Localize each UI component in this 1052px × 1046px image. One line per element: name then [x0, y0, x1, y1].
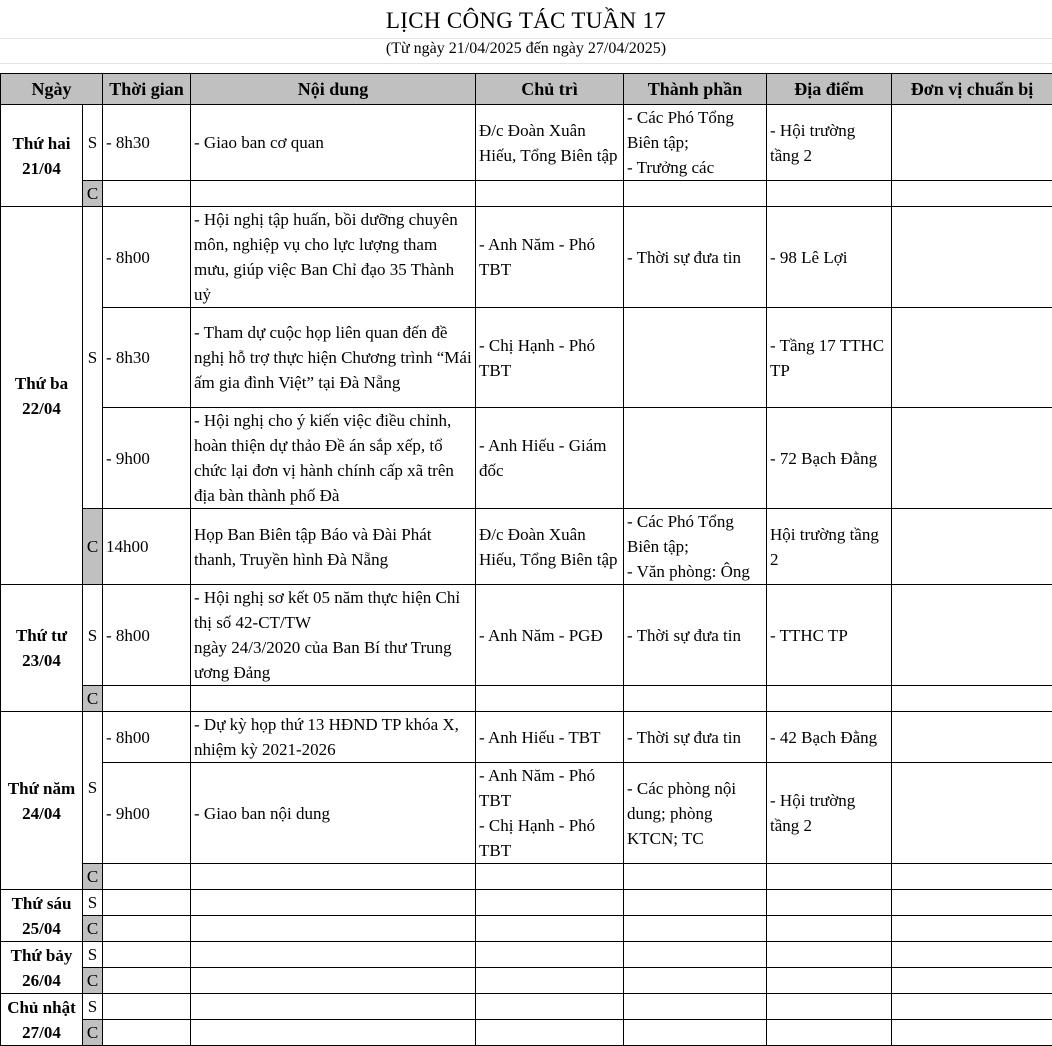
chair-cell: - Anh Năm - Phó TBT - Chị Hạnh - Phó TBT: [476, 763, 624, 864]
location-cell: [767, 181, 892, 207]
col-header-chair: Chủ trì: [476, 74, 624, 105]
time-cell: [103, 1020, 191, 1046]
time-cell: [103, 890, 191, 916]
location-cell: [767, 890, 892, 916]
content-cell: - Tham dự cuộc họp liên quan đến đề nghị hỗ trợ thực hiện Chương trình “Mái ấm gia đình Việt” tại Đà Nẵng: [191, 308, 476, 408]
unit-cell: [892, 509, 1052, 585]
chair-cell: [476, 1020, 624, 1046]
unit-cell: [892, 942, 1052, 968]
time-cell: [103, 968, 191, 994]
participants-cell: [624, 1020, 767, 1046]
location-cell: [767, 916, 892, 942]
table-row: [1, 585, 1052, 686]
table-row: [1, 968, 1052, 994]
participants-cell: - Các Phó Tổng Biên tập; - Trưởng các: [624, 105, 767, 181]
session-afternoon: C: [83, 509, 103, 585]
chair-cell: Đ/c Đoàn Xuân Hiếu, Tổng Biên tập: [476, 509, 624, 585]
session-afternoon: C: [83, 968, 103, 994]
unit-cell: [892, 763, 1052, 864]
page-title: LỊCH CÔNG TÁC TUẦN 17: [0, 8, 1052, 34]
unit-cell: [892, 864, 1052, 890]
time-cell: - 8h00: [103, 585, 191, 686]
col-header-content: Nội dung: [191, 74, 476, 105]
location-cell: - Hội trường tầng 2: [767, 763, 892, 864]
participants-cell: [624, 308, 767, 408]
unit-cell: [892, 712, 1052, 763]
session-morning: S: [83, 105, 103, 181]
table-row: [1, 994, 1052, 1020]
day-cell: Thứ năm 24/04: [1, 712, 83, 890]
time-cell: 14h00: [103, 509, 191, 585]
chair-cell: - Anh Hiếu - TBT: [476, 712, 624, 763]
sheet-gridline: [0, 38, 1052, 39]
day-cell: Chủ nhật 27/04: [1, 994, 83, 1046]
table-row: [1, 105, 1052, 181]
content-cell: [191, 864, 476, 890]
chair-cell: [476, 890, 624, 916]
participants-cell: [624, 890, 767, 916]
time-cell: - 9h00: [103, 763, 191, 864]
location-cell: - Hội trường tầng 2: [767, 105, 892, 181]
unit-cell: [892, 105, 1052, 181]
unit-cell: [892, 686, 1052, 712]
chair-cell: [476, 994, 624, 1020]
session-morning: S: [83, 712, 103, 864]
page-subtitle: (Từ ngày 21/04/2025 đến ngày 27/04/2025): [0, 40, 1052, 58]
unit-cell: [892, 181, 1052, 207]
day-cell: Thứ tư 23/04: [1, 585, 83, 712]
table-row: [1, 1020, 1052, 1046]
session-morning: S: [83, 942, 103, 968]
location-cell: - 42 Bạch Đằng: [767, 712, 892, 763]
header-row: [1, 74, 1052, 105]
chair-cell: Đ/c Đoàn Xuân Hiếu, Tổng Biên tập: [476, 105, 624, 181]
location-cell: - Tầng 17 TTHC TP: [767, 308, 892, 408]
time-cell: - 9h00: [103, 408, 191, 509]
location-cell: [767, 994, 892, 1020]
participants-cell: - Các phòng nội dung; phòng KTCN; TC: [624, 763, 767, 864]
content-cell: [191, 916, 476, 942]
chair-cell: [476, 864, 624, 890]
time-cell: - 8h30: [103, 308, 191, 408]
table-row: [1, 763, 1052, 864]
session-afternoon: C: [83, 686, 103, 712]
participants-cell: [624, 408, 767, 509]
location-cell: [767, 864, 892, 890]
table-row: [1, 181, 1052, 207]
content-cell: [191, 1020, 476, 1046]
content-cell: [191, 968, 476, 994]
time-cell: [103, 181, 191, 207]
session-afternoon: C: [83, 916, 103, 942]
content-cell: - Dự kỳ họp thứ 13 HĐND TP khóa X, nhiệm kỳ 2021-2026: [191, 712, 476, 763]
content-cell: - Hội nghị tập huấn, bồi dưỡng chuyên môn, nghiệp vụ cho lực lượng tham mưu, giúp việc Ban Chỉ đạo 35 Thành uỷ: [191, 207, 476, 308]
col-header-day: Ngày: [1, 74, 103, 105]
time-cell: [103, 864, 191, 890]
content-cell: Họp Ban Biên tập Báo và Đài Phát thanh, Truyền hình Đà Nẵng: [191, 509, 476, 585]
session-morning: S: [83, 890, 103, 916]
unit-cell: [892, 1020, 1052, 1046]
participants-cell: [624, 942, 767, 968]
session-morning: S: [83, 207, 103, 509]
chair-cell: [476, 942, 624, 968]
time-cell: - 8h30: [103, 105, 191, 181]
chair-cell: - Anh Năm - Phó TBT: [476, 207, 624, 308]
table-row: [1, 308, 1052, 408]
location-cell: - TTHC TP: [767, 585, 892, 686]
table-row: [1, 916, 1052, 942]
participants-cell: [624, 916, 767, 942]
content-cell: [191, 942, 476, 968]
chair-cell: [476, 968, 624, 994]
table-row: [1, 686, 1052, 712]
table-row: [1, 207, 1052, 308]
day-cell: Thứ sáu 25/04: [1, 890, 83, 942]
participants-cell: - Các Phó Tổng Biên tập; - Văn phòng: Ông: [624, 509, 767, 585]
unit-cell: [892, 890, 1052, 916]
participants-cell: [624, 686, 767, 712]
col-header-location: Địa điểm: [767, 74, 892, 105]
content-cell: - Giao ban cơ quan: [191, 105, 476, 181]
table-row: [1, 942, 1052, 968]
schedule-table: [0, 73, 1052, 1046]
participants-cell: [624, 181, 767, 207]
time-cell: [103, 994, 191, 1020]
table-row: [1, 890, 1052, 916]
day-cell: Thứ hai 21/04: [1, 105, 83, 207]
location-cell: [767, 686, 892, 712]
table-row: [1, 509, 1052, 585]
location-cell: - 98 Lê Lợi: [767, 207, 892, 308]
chair-cell: [476, 181, 624, 207]
content-cell: [191, 181, 476, 207]
table-row: [1, 712, 1052, 763]
content-cell: - Giao ban nội dung: [191, 763, 476, 864]
participants-cell: [624, 968, 767, 994]
col-header-unit: Đơn vị chuẩn bị: [892, 74, 1052, 105]
unit-cell: [892, 585, 1052, 686]
session-morning: S: [83, 585, 103, 686]
location-cell: [767, 1020, 892, 1046]
location-cell: - 72 Bạch Đằng: [767, 408, 892, 509]
location-cell: Hội trường tầng 2: [767, 509, 892, 585]
content-cell: - Hội nghị cho ý kiến việc điều chỉnh, hoàn thiện dự thảo Đề án sắp xếp, tổ chức lại đơn vị hành chính cấp xã trên địa bàn thành phố Đà: [191, 408, 476, 509]
table-row: [1, 864, 1052, 890]
chair-cell: - Chị Hạnh - Phó TBT: [476, 308, 624, 408]
time-cell: [103, 942, 191, 968]
time-cell: - 8h00: [103, 712, 191, 763]
col-header-time: Thời gian: [103, 74, 191, 105]
time-cell: - 8h00: [103, 207, 191, 308]
time-cell: [103, 916, 191, 942]
content-cell: [191, 686, 476, 712]
session-afternoon: C: [83, 864, 103, 890]
unit-cell: [892, 916, 1052, 942]
table-row: [1, 408, 1052, 509]
col-header-participants: Thành phần: [624, 74, 767, 105]
location-cell: [767, 942, 892, 968]
content-cell: [191, 994, 476, 1020]
unit-cell: [892, 207, 1052, 308]
session-afternoon: C: [83, 1020, 103, 1046]
participants-cell: - Thời sự đưa tin: [624, 207, 767, 308]
content-cell: [191, 890, 476, 916]
chair-cell: - Anh Năm - PGĐ: [476, 585, 624, 686]
content-cell: - Hội nghị sơ kết 05 năm thực hiện Chỉ thị số 42-CT/TW ngày 24/3/2020 của Ban Bí thư Trung ương Đảng: [191, 585, 476, 686]
session-afternoon: C: [83, 181, 103, 207]
day-cell: Thứ bảy 26/04: [1, 942, 83, 994]
chair-cell: - Anh Hiếu - Giám đốc: [476, 408, 624, 509]
unit-cell: [892, 994, 1052, 1020]
location-cell: [767, 968, 892, 994]
day-cell: Thứ ba 22/04: [1, 207, 83, 585]
time-cell: [103, 686, 191, 712]
chair-cell: [476, 916, 624, 942]
participants-cell: [624, 864, 767, 890]
session-morning: S: [83, 994, 103, 1020]
chair-cell: [476, 686, 624, 712]
unit-cell: [892, 968, 1052, 994]
participants-cell: [624, 994, 767, 1020]
unit-cell: [892, 308, 1052, 408]
sheet-gridline: [0, 63, 1052, 64]
unit-cell: [892, 408, 1052, 509]
participants-cell: - Thời sự đưa tin: [624, 585, 767, 686]
participants-cell: - Thời sự đưa tin: [624, 712, 767, 763]
